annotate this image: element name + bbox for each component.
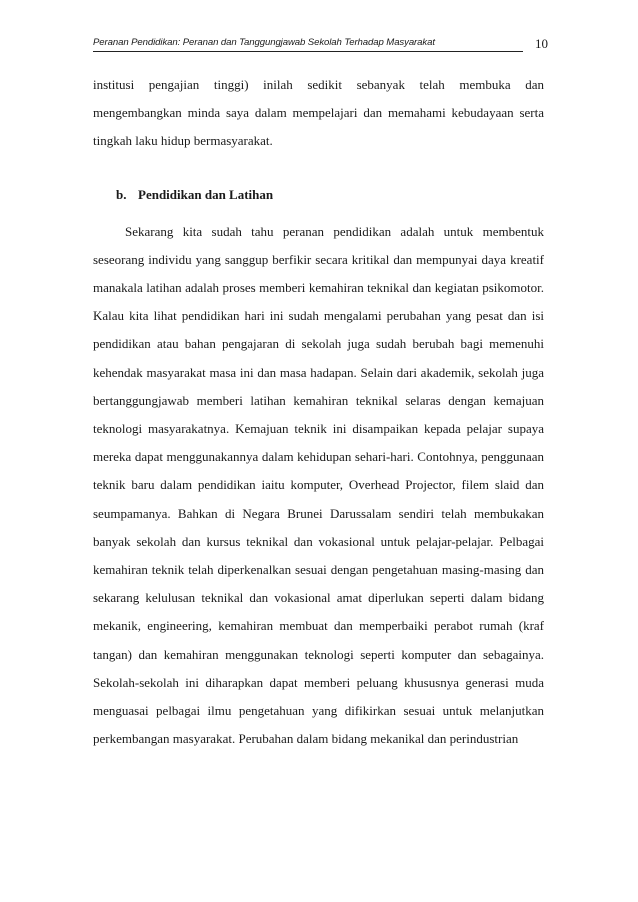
body-text [93, 71, 544, 753]
section-marker: b. [116, 186, 127, 202]
header-rule [93, 51, 523, 52]
section-heading [116, 181, 544, 209]
continued-paragraph: institusi pengajian tinggi) inilah sedikit sebanyak telah membuka dan mengembangkan minda saya dalam mempelajari dan memahami kebudayaan serta tingkah laku hidup bermasyarakat. [93, 77, 544, 149]
header-title: Peranan Pendidikan: Peranan dan Tanggungjawab Sekolah Terhadap Masyarakat [93, 37, 435, 48]
section-title: Pendidikan dan Latihan [138, 186, 274, 202]
page-number: 10 [535, 36, 548, 51]
running-header [93, 36, 548, 54]
section-paragraph: Sekarang kita sudah tahu peranan pendidikan adalah untuk membentuk seseorang individu yang sanggup berfikir secara kritikal dan mempunyai daya kreatif manakala latihan adalah proses memberi kemahiran teknikal dan kegiatan psikomotor. Kalau kita lihat pendidikan hari ini sudah mengalami perubahan yang pesat dan isi pendidikan atau bahan pengajaran di sekolah juga sudah berubah bagi memenuhi kehendak masyarakat masa ini dan masa hadapan. Selain dari akademik, sekolah juga bertanggungjawab memberi latihan kemahiran teknikal selaras dengan kemajuan teknologi masyarakatnya. Kemajuan teknik ini disampaikan kepada pelajar supaya mereka dapat menggunakannya dalam kehidupan sehari-hari. Contohnya, penggunaan teknik baru dalam pendidikan iaitu komputer, Overhead Projector, filem slaid dan seumpamanya. Bahkan di Negara Brunei Darussalam sendiri telah membukakan banyak sekolah dan kursus teknikal dan vokasional untuk pelajar-pelajar. Pelbagai kemahiran teknik telah diperkenalkan sesuai dengan pengetahuan masing-masing dan sekarang kelulusan teknikal dan vokasional amat diperlukan seperti dalam bidang mekanik, engineering, kemahiran membuat dan memperbaiki perabot rumah (kraf tangan) dan kemahiran menggunakan teknologi seperti komputer dan sebagainya. Sekolah-sekolah ini diharapkan dapat memberi peluang khususnya generasi muda menguasai pelbagai ilmu pengetahuan yang difikirkan sesuai untuk melanjutkan perkembangan masyarakat. Perubahan dalam bidang mekanikal dan perindustrian [93, 223, 544, 747]
